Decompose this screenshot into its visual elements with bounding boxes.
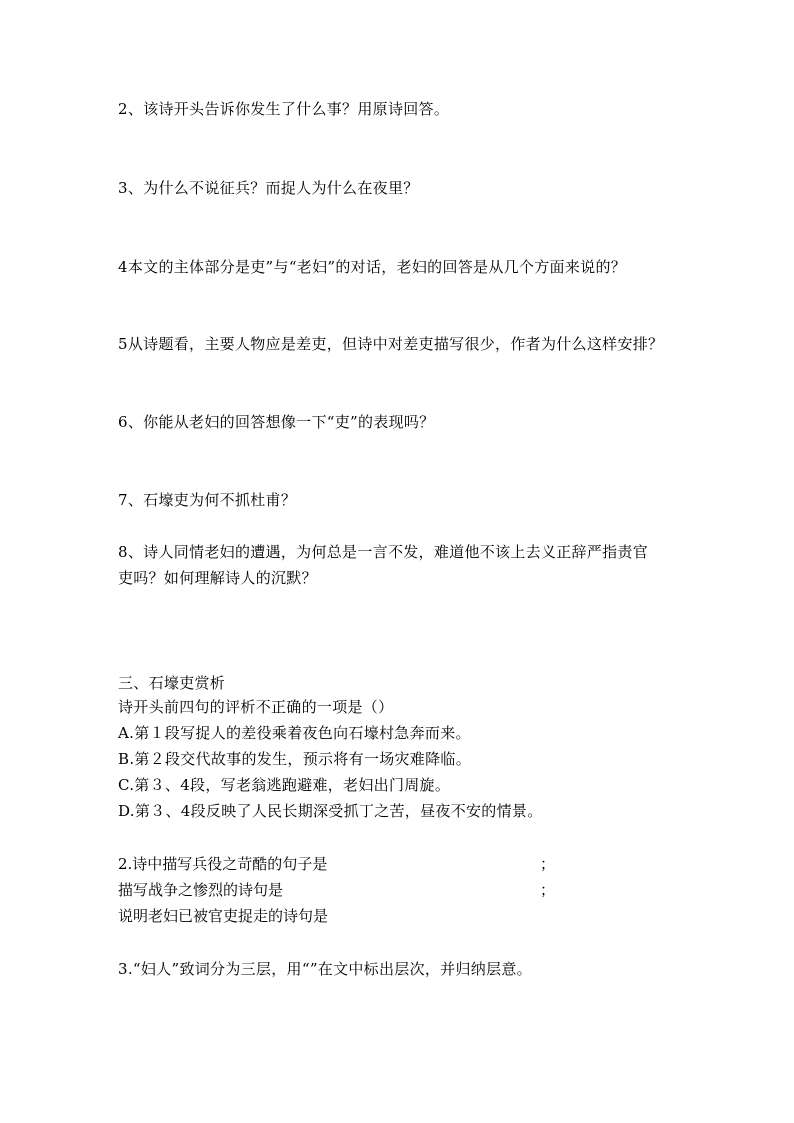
q2-blank-row-3 xyxy=(118,905,328,927)
question-2: 2、该诗开头告诉你发生了什么事？用原诗回答。 xyxy=(118,100,450,118)
question-4: 4本文的主体部分是吏”与“老妇”的对话，老妇的回答是从几个方面来说的？ xyxy=(118,258,627,276)
q2-blank-row-2 xyxy=(118,879,556,901)
q2-blank-row-1 xyxy=(118,853,556,875)
question-5: 5从诗题看，主要人物应是差吏，但诗中对差吏描写很少，作者为什么这样安排？ xyxy=(118,335,664,353)
section-3-q1-stem: 诗开头前四句的评析不正确的一项是（） xyxy=(118,698,394,716)
q2-label-3: 说明老妇已被官吏捉走的诗句是 xyxy=(118,907,329,925)
option-b: B.第２段交代故事的发生，预示将有一场灾难降临。 xyxy=(118,750,471,768)
question-3: 3、为什么不说征兵？而捉人为什么在夜里？ xyxy=(118,179,419,197)
question-8-line-2: 吏吗？如何理解诗人的沉默？ xyxy=(118,569,317,587)
q2-end-2: ； xyxy=(540,881,556,899)
option-a: A.第１段写捉人的差役乘着夜色向石壕村急奔而来。 xyxy=(118,724,471,742)
section-3-q3: 3.“妇人”致词分为三层，用“”在文中标出层次，并归纳层意。 xyxy=(118,960,532,978)
q2-label-1: 2.诗中描写兵役之苛酷的句子是 xyxy=(118,855,328,873)
section-3-heading: 三、石壕吏赏析 xyxy=(118,674,226,692)
option-d: D.第３、4段反映了人民长期深受抓丁之苦，昼夜不安的情景。 xyxy=(118,802,543,820)
question-6: 6、你能从老妇的回答想像一下“吏”的表现吗？ xyxy=(118,413,435,431)
q2-end-1: ； xyxy=(540,855,556,873)
question-8-line-1: 8、诗人同情老妇的遭遇，为何总是一言不发，难道他不该上去义正辞严指责官 xyxy=(118,543,649,561)
option-c: C.第３、4段，写老翁逃跑避难，老妇出门周旋。 xyxy=(118,776,451,794)
q2-label-2: 描写战争之惨烈的诗句是 xyxy=(118,881,284,899)
question-7: 7、石壕吏为何不抓杜甫？ xyxy=(118,491,297,509)
